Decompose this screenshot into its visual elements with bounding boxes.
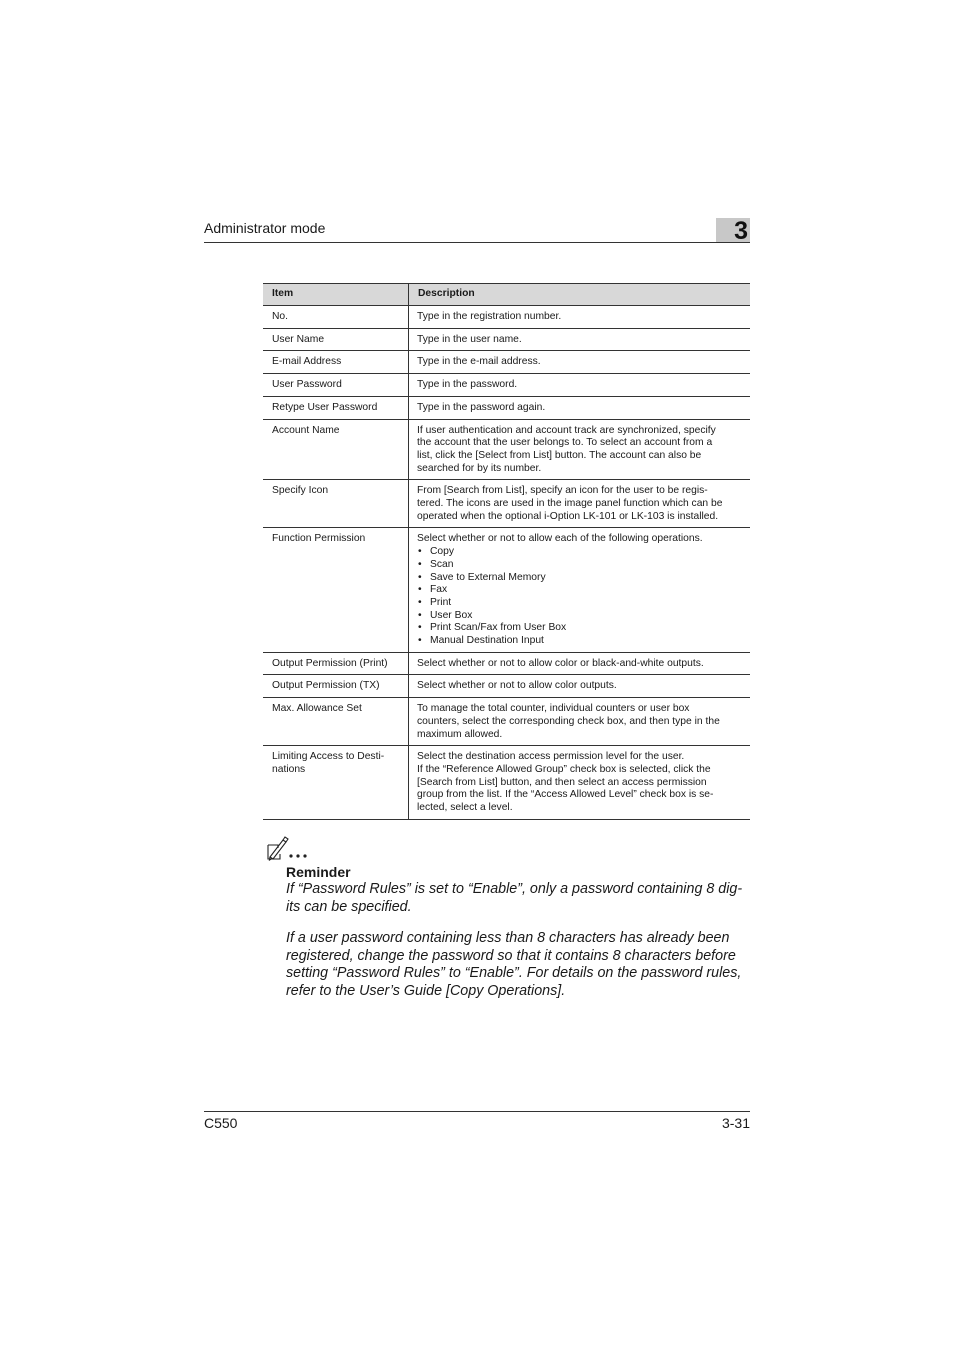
chapter-number: 3 <box>734 217 748 245</box>
description-cell <box>409 480 751 528</box>
description-line: Select whether or not to allow color outputs. <box>417 680 617 692</box>
description-line: operated when the optional i-Option LK-101 or LK-103 is installed. <box>417 510 719 522</box>
chapter-tab <box>716 217 750 245</box>
table-header-row <box>263 284 750 306</box>
description-line: Type in the password again. <box>417 401 546 413</box>
table-row <box>263 419 750 480</box>
description-cell <box>409 419 751 480</box>
table-row <box>263 528 750 652</box>
description-line: group from the list. If the “Access Allowed Level” check box is se- <box>417 789 714 801</box>
item-description-table <box>263 283 750 820</box>
item-cell: User Name <box>263 328 409 351</box>
list-item: • Copy <box>417 546 746 559</box>
item-cell: Retype User Password <box>263 396 409 419</box>
header-rule <box>204 242 750 243</box>
description-line: Type in the user name. <box>417 333 522 345</box>
description-line: To manage the total counter, individual counters or user box <box>417 703 690 715</box>
list-item: • Scan <box>417 559 746 572</box>
item-cell: Output Permission (Print) <box>263 652 409 675</box>
description-line: lected, select a level. <box>417 802 513 814</box>
description-cell <box>409 698 751 746</box>
description-line: maximum allowed. <box>417 728 503 740</box>
table-row <box>263 306 750 329</box>
note-pencil-icon <box>266 835 316 861</box>
description-cell <box>409 528 751 652</box>
description-line: Select whether or not to allow color or black-and-white outputs. <box>417 657 704 669</box>
description-line: From [Search from List], specify an icon for the user to be regis- <box>417 485 708 497</box>
description-line: Type in the password. <box>417 379 518 391</box>
description-cell <box>409 351 751 374</box>
description-line: Type in the e-mail address. <box>417 356 541 368</box>
description-cell <box>409 652 751 675</box>
table-row <box>263 675 750 698</box>
item-cell: Specify Icon <box>263 480 409 528</box>
table-row <box>263 480 750 528</box>
table-row <box>263 396 750 419</box>
description-line: Type in the registration number. <box>417 311 562 322</box>
list-item: • User Box <box>417 610 746 623</box>
description-cell <box>409 374 751 397</box>
item-cell: Account Name <box>263 419 409 480</box>
reminder-paragraph: If a user password containing less than 8 characters has already been registered, change the password so that it contains 8 characters before setting “Password Rules” to “Enable”. For details on the password rules, refer to the User’s Guide [Copy Operations]. <box>286 930 742 999</box>
table-row <box>263 746 750 820</box>
table-row <box>263 328 750 351</box>
description-line: the account that the user belongs to. To select an account from a <box>417 437 713 449</box>
item-cell: Limiting Access to Desti- nations <box>263 746 409 820</box>
column-header-description: Description <box>409 284 751 306</box>
table-row <box>263 351 750 374</box>
table-body <box>263 306 750 820</box>
table-row <box>263 652 750 675</box>
description-cell <box>409 746 751 820</box>
description-line: If user authentication and account track are synchronized, specify <box>417 424 716 436</box>
table-row <box>263 374 750 397</box>
section-title: Administrator mode <box>204 220 326 236</box>
description-cell <box>409 306 751 329</box>
description-cell <box>409 675 751 698</box>
list-item: • Print <box>417 597 746 610</box>
list-item: • Manual Destination Input <box>417 635 746 648</box>
footer-rule <box>204 1111 750 1112</box>
operation-list <box>417 546 746 648</box>
description-cell <box>409 328 751 351</box>
description-line: searched for by its number. <box>417 462 542 474</box>
table-row <box>263 698 750 746</box>
description-cell <box>409 396 751 419</box>
item-cell: Function Permission <box>263 528 409 652</box>
column-header-item: Item <box>263 284 409 306</box>
item-cell: Output Permission (TX) <box>263 675 409 698</box>
description-line: Select whether or not to allow each of the following operations. <box>417 533 703 545</box>
list-item: • Print Scan/Fax from User Box <box>417 622 746 635</box>
item-cell: No. <box>263 306 409 329</box>
list-item: • Save to External Memory <box>417 572 746 585</box>
description-line: counters, select the corresponding check box, and then type in the <box>417 715 720 727</box>
item-cell: User Password <box>263 374 409 397</box>
description-line: If the “Reference Allowed Group” check box is selected, click the <box>417 763 711 775</box>
description-line: [Search from List] button, and then select an access permission <box>417 776 707 788</box>
list-item: • Fax <box>417 584 746 597</box>
reminder-paragraph: If “Password Rules” is set to “Enable”, only a password containing 8 dig- its can be specified. <box>286 881 743 915</box>
description-line: tered. The icons are used in the image panel function which can be <box>417 498 723 510</box>
description-line: Select the destination access permission level for the user. <box>417 751 685 763</box>
footer-model: C550 <box>204 1115 238 1131</box>
footer-page-number: 3-31 <box>721 1115 750 1131</box>
item-cell: Max. Allowance Set <box>263 698 409 746</box>
description-line: list, click the [Select from List] button. The account can also be <box>417 449 702 461</box>
item-cell: E-mail Address <box>263 351 409 374</box>
reminder-title: Reminder <box>286 864 351 880</box>
